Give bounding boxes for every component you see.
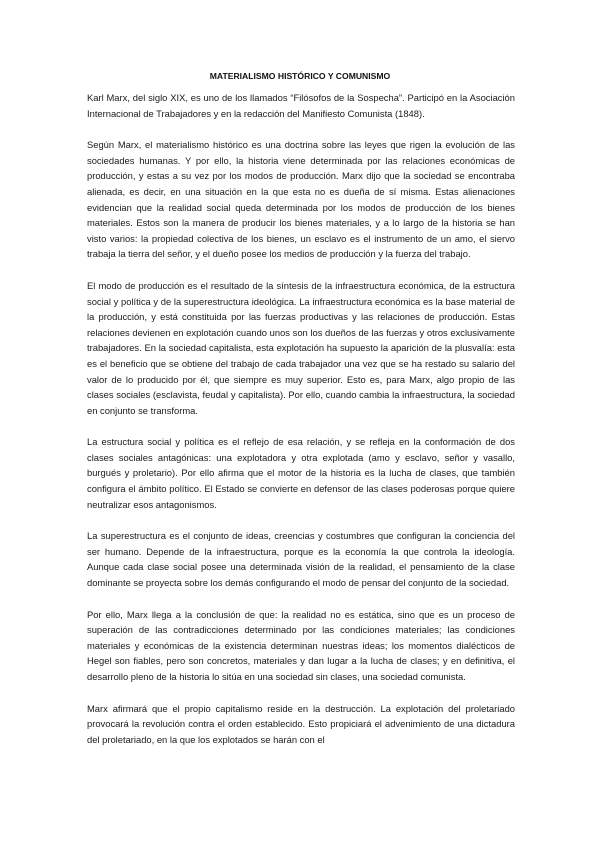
paragraph-capitalismo: Marx afirmará que el propio capitalismo reside en la destrucción. La explotación del proletariado provocará la revolución contra el orden establecido. Esto propiciará el advenimiento de una dictadura del proletariado, en la que los explotados se harán con el [87,702,515,745]
paragraph-intro: Karl Marx, del siglo XIX, es uno de los llamados “Filósofos de la Sospecha”. Participó en la Asociación Internacional de Trabajadores y en la redacción del Manifiesto Comunista (1848). [87,92,515,119]
document-body [87,90,515,763]
paragraph-modo-de-produccion: El modo de producción es el resultado de la síntesis de la infraestructura económica, de la estructura social y política y de la superestructura ideológica. La infraestructura económica es la base material de la producción, y está constituida por las fuerzas productivas y las relaciones de producción. Estas relaciones devienen en explotación cuando unos son los dueños de las fuerzas y otros exclusivamente trabajadores. En la sociedad capitalista, esta explotación ha supuesto la aparición de la plusvalía: esta es el beneficio que se obtiene del trabajo de cada trabajador una vez que se ha restado su salario del valor de lo producido por él, que siempre es muy superior. Esto es, para Marx, algo propio de las clases sociales (esclavista, feudal y capitalista). Por ello, cuando cambia la infraestructura, la sociedad en conjunto se transforma. [87,279,515,416]
paragraph-conclusion: Por ello, Marx llega a la conclusión de que: la realidad no es estática, sino que es un proceso de superación de las contradicciones determinado por las condiciones materiales; las condiciones materiales y económicas de la existencia determinan nuestras ideas; los momentos dialécticos de Hegel son fiables, pero son concretos, materiales y dan lugar a la lucha de clases; y en definitiva, el desarrollo pleno de la historia lo sitúa en una sociedad sin clases, una sociedad comunista. [87,608,515,682]
paragraph-materialismo-historico: Según Marx, el materialismo histórico es una doctrina sobre las leyes que rigen la evolución de las sociedades humanas. Y por ello, la historia viene determinada por las relaciones económicas de producción, y estas a su vez por los modos de producción. Marx dijo que la sociedad se encontraba alienada, es decir, en una situación en la que esta no es dueña de sí misma. Estas alienaciones evidencian que la realidad social queda determinada por los modos de producción de los bienes materiales. Estos son la manera de producir los bienes materiales, y a lo largo de la historia se han visto varios: la propiedad colectiva de los bienes, un esclavo es el instrumento de un amo, el siervo trabaja la tierra del señor, y el dueño posee los medios de producción y la fuerza del trabajo. [87,139,515,260]
document-title: MATERIALISMO HISTÓRICO Y COMUNISMO [209,71,391,81]
paragraph-superestructura: La superestructura es el conjunto de ideas, creencias y costumbres que configuran la conciencia del ser humano. Depende de la infraestructura, porque es la economía la que controla la ideología. Aunque cada clase social posee una determinada visión de la realidad, el pensamiento de la clase dominante se proyecta sobre los demás configurando el modo de pensar del conjunto de la sociedad. [87,530,515,589]
paragraph-estructura-social: La estructura social y política es el reflejo de esa relación, y se refleja en la conformación de dos clases sociales antagónicas: una explotadora y otra explotada (amo y esclavo, señor y vasallo, burgués y proletario). Por ello afirma que el motor de la historia es la lucha de clases, que también configura el ámbito político. El Estado se convierte en defensor de las clases poderosas porque quiere neutralizar esos antagonismos. [87,436,515,510]
